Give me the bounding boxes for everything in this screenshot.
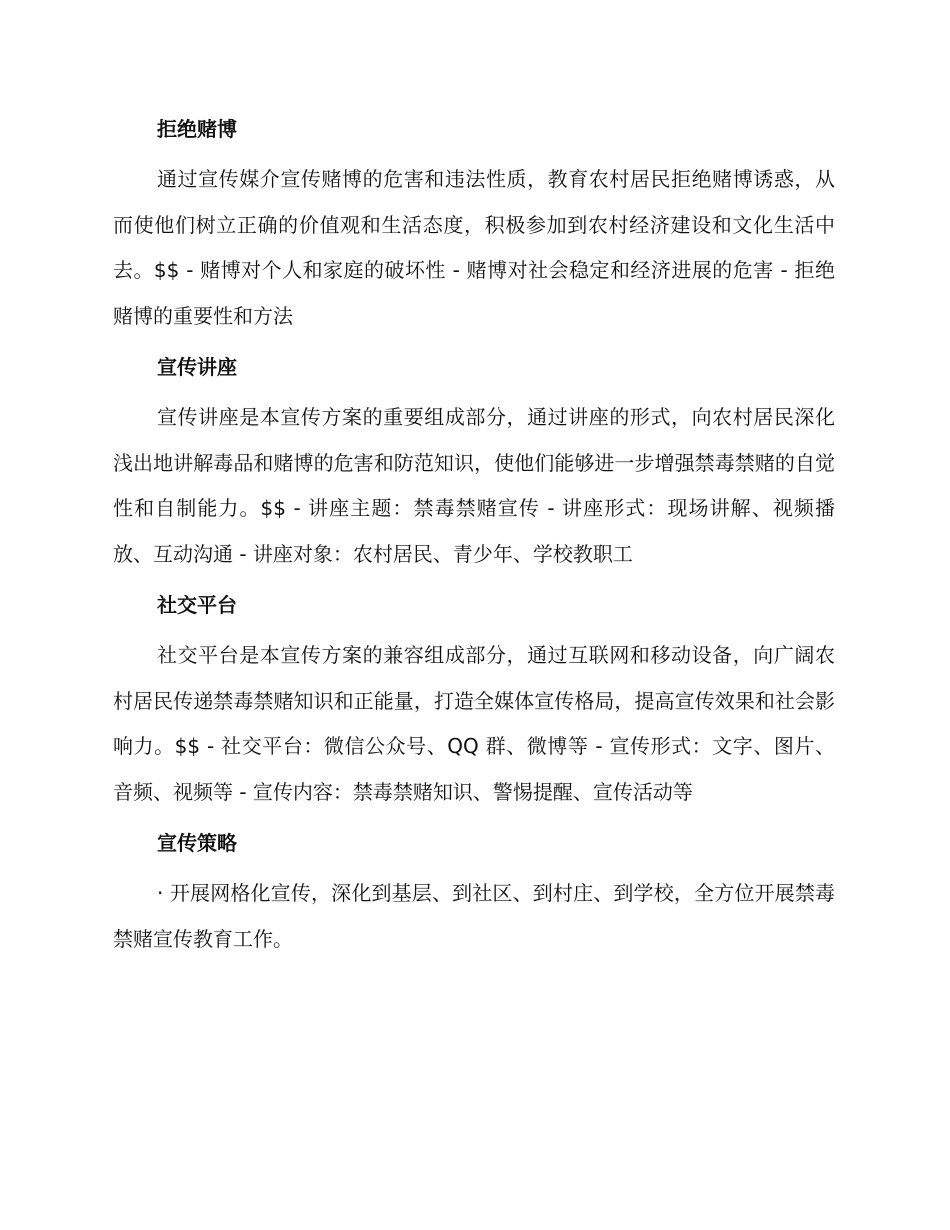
section-heading: 拒绝赌博 — [157, 117, 237, 141]
section-heading: 宣传策略 — [157, 831, 237, 855]
section-heading: 宣传讲座 — [157, 355, 237, 379]
section-refuse-gambling — [113, 113, 835, 339]
section-heading: 社交平台 — [157, 593, 237, 617]
section-paragraph: · 开展网格化宣传，深化到基层、到社区、到村庄、到学校，全方位开展禁毒禁赌宣传教育工作。 — [113, 881, 835, 951]
section-paragraph: 宣传讲座是本宣传方案的重要组成部分，通过讲座的形式，向农村居民深化浅出地讲解毒品和赌博的危害和防范知识，使他们能够进一步增强禁毒禁赌的自觉性和自制能力。$$ - 讲座主题：禁毒禁赌宣传 - 讲座形式：现场讲解、视频播放、互动沟通 - 讲座对象：农村居民、青少年、学校教职工 — [113, 405, 835, 566]
section-lectures — [113, 351, 835, 577]
section-social-platforms — [113, 589, 835, 815]
document-content — [113, 113, 835, 974]
section-paragraph: 通过宣传媒介宣传赌博的危害和违法性质，教育农村居民拒绝赌博诱惑，从而使他们树立正确的价值观和生活态度，积极参加到农村经济建设和文化生活中去。$$ - 赌博对个人和家庭的破坏性 - 赌博对社会稳定和经济进展的危害 - 拒绝赌博的重要性和方法 — [113, 167, 835, 328]
section-paragraph: 社交平台是本宣传方案的兼容组成部分，通过互联网和移动设备，向广阔农村居民传递禁毒禁赌知识和正能量，打造全媒体宣传格局，提高宣传效果和社会影响力。$$ - 社交平台：微信公众号、QQ 群、微博等 - 宣传形式：文字、图片、音频、视频等 - 宣传内容：禁毒禁赌知识、警惕提醒、宣传活动等 — [113, 643, 835, 804]
section-strategy — [113, 827, 835, 962]
